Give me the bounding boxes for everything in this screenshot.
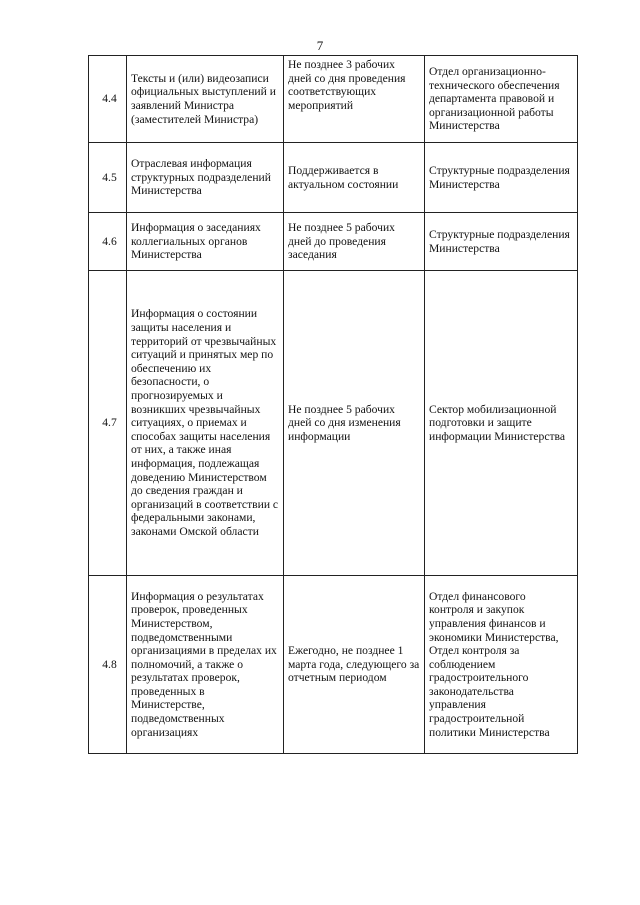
row-number: 4.6 — [89, 213, 127, 271]
row-number: 4.7 — [89, 271, 127, 576]
term-cell: Не позднее 5 рабочих дней до проведения заседания — [284, 213, 425, 271]
responsible-cell: Отдел организационно-технического обеспечения департамента правовой и организационной работы Министерства — [425, 56, 578, 143]
table-row — [89, 143, 578, 213]
info-name-cell: Отраслевая информация структурных подразделений Министерства — [127, 143, 284, 213]
row-number: 4.5 — [89, 143, 127, 213]
table-row — [89, 56, 578, 143]
responsible-cell: Отдел финансового контроля и закупок управления финансов и экономики Министерства, Отдел контроля за соблюдением градостроительного законодательства управления градостроительной политики Министерства — [425, 576, 578, 754]
row-number: 4.4 — [89, 56, 127, 143]
info-name-cell: Информация о заседаниях коллегиальных органов Министерства — [127, 213, 284, 271]
responsible-cell: Сектор мобилизационной подготовки и защите информации Министерства — [425, 271, 578, 576]
info-name-cell: Тексты и (или) видеозаписи официальных выступлений и заявлений Министра (заместителей Министра) — [127, 56, 284, 143]
row-number: 4.8 — [89, 576, 127, 754]
info-name-cell: Информация о результатах проверок, проведенных Министерством, подведомственными организациями в пределах их полномочий, а также о результатах проверок, проведенных в Министерстве, подведомственных организациях — [127, 576, 284, 754]
term-cell: Поддерживается в актуальном состоянии — [284, 143, 425, 213]
table-row — [89, 576, 578, 754]
term-cell: Ежегодно, не позднее 1 марта года, следующего за отчетным периодом — [284, 576, 425, 754]
information-table — [88, 55, 578, 754]
responsible-cell: Структурные подразделения Министерства — [425, 143, 578, 213]
term-cell: Не позднее 3 рабочих дней со дня проведения соответствующих мероприятий — [284, 56, 425, 143]
table-row — [89, 213, 578, 271]
term-cell: Не позднее 5 рабочих дней со дня изменения информации — [284, 271, 425, 576]
page-number: 7 — [316, 38, 324, 53]
responsible-cell: Структурные подразделения Министерства — [425, 213, 578, 271]
info-name-cell: Информация о состоянии защиты населения и территорий от чрезвычайных ситуаций и принятых мер по обеспечению их безопасности, о прогнозируемых и возникших чрезвычайных ситуациях, о приемах и способах защиты населения от них, а также иная информация, подлежащая доведению Министерством до сведения граждан и организаций в соответствии с федеральными законами, законами Омской области — [127, 271, 284, 576]
table-row — [89, 271, 578, 576]
